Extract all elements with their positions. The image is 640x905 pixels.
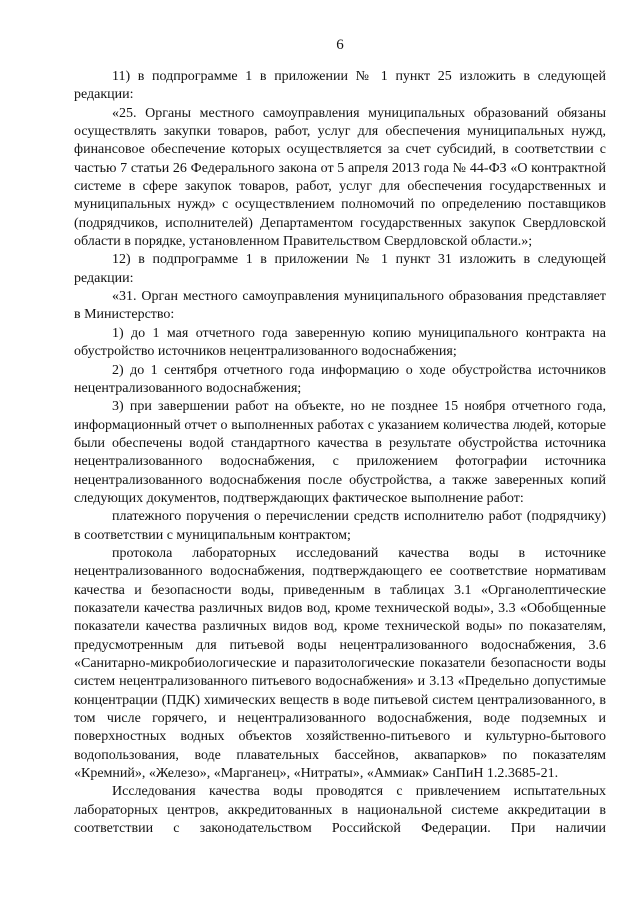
- paragraph-water-quality-research: Исследования качества воды проводятся с привлечением испытательных лабораторных центров, аккредитованных в национальной системе аккредитации в соответствии с законодательством Российской Федерации. При наличии: [74, 784, 606, 837]
- paragraph-subitem-1: 1) до 1 мая отчетного года заверенную копию муниципального контракта на обустройство источников нецентрализованного водоснабжения;: [74, 325, 606, 360]
- paragraph-clause-25: «25. Органы местного самоуправления муниципальных образований обязаны осуществлять закупки товаров, работ, услуг для обеспечения муниципальных нужд, финансовое обеспечение которых осуществляется за счет субсидий, в соответствии с частью 7 статьи 26 Федерального закона от 5 апреля 2013 года № 44-ФЗ «О контрактной системе в сфере закупок товаров, работ, услуг для обеспечения государственных и муниципальных нужд» с осуществлением полномочий по определению поставщиков (подрядчиков, исполнителей) Департаментом государственных закупок Свердловской области в порядке, установленном Правительством Свердловской области.»;: [74, 105, 606, 250]
- paragraph-payment-order: платежного поручения о перечислении средств исполнителю работ (подрядчику) в соответствии с муниципальным контрактом;: [74, 509, 606, 543]
- paragraph-lab-protocol: протокола лабораторных исследований качества воды в источнике нецентрализованного водоснабжения, подтверждающего ее соответствие нормативам качества и безопасности воды, приведенным в таблицах 3.1 «Органолептические показатели качества различных видов вод, кроме технической воды», 3.3 «Обобщенные показатели качества различных видов вод, кроме технической воды» по показателям, предусмотренным для питьевой воды нецентрализованного водоснабжения, 3.6 «Санитарно-микробиологические и паразитологические показатели безопасности воды систем нецентрализованного питьевого водоснабжения» и 3.13 «Предельно допустимые концентрации (ПДК) химических веществ в воде питьевой систем централизованного, в том числе горячего, и нецентрализованного водоснабжения, воде подземных и поверхностных водных объектов хозяйственно-питьевого и культурно-бытового водопользования, воде плавательных бассейнов, аквапарков» по показателям «Кремний», «Железо», «Марганец», «Нитраты», «Аммиак» СанПиН 1.2.3685-21.: [74, 545, 606, 782]
- paragraph-subitem-3: 3) при завершении работ на объекте, но не позднее 15 ноября отчетного года, информационный отчет о выполненных работах с указанием количества людей, которые были обеспечены водой стандартного качества в результате обустройства источника нецентрализованного водоснабжения, с приложением фотографии источника нецентрализованного водоснабжения после обустройства, а также заверенных копий следующих документов, подтверждающих фактическое выполнение работ:: [74, 399, 606, 506]
- paragraph-item-12: 12) в подпрограмме 1 в приложении № 1 пункт 31 изложить в следующей редакции:: [74, 252, 606, 286]
- document-body: [74, 68, 606, 838]
- paragraph-item-11: 11) в подпрограмме 1 в приложении № 1 пункт 25 изложить в следующей редакции:: [74, 69, 606, 103]
- page-number: 6: [336, 37, 344, 53]
- paragraph-clause-31: «31. Орган местного самоуправления муниципального образования представляет в Министерство:: [74, 289, 606, 323]
- paragraph-subitem-2: 2) до 1 сентября отчетного года информацию о ходе обустройства источников нецентрализованного водоснабжения;: [74, 362, 606, 396]
